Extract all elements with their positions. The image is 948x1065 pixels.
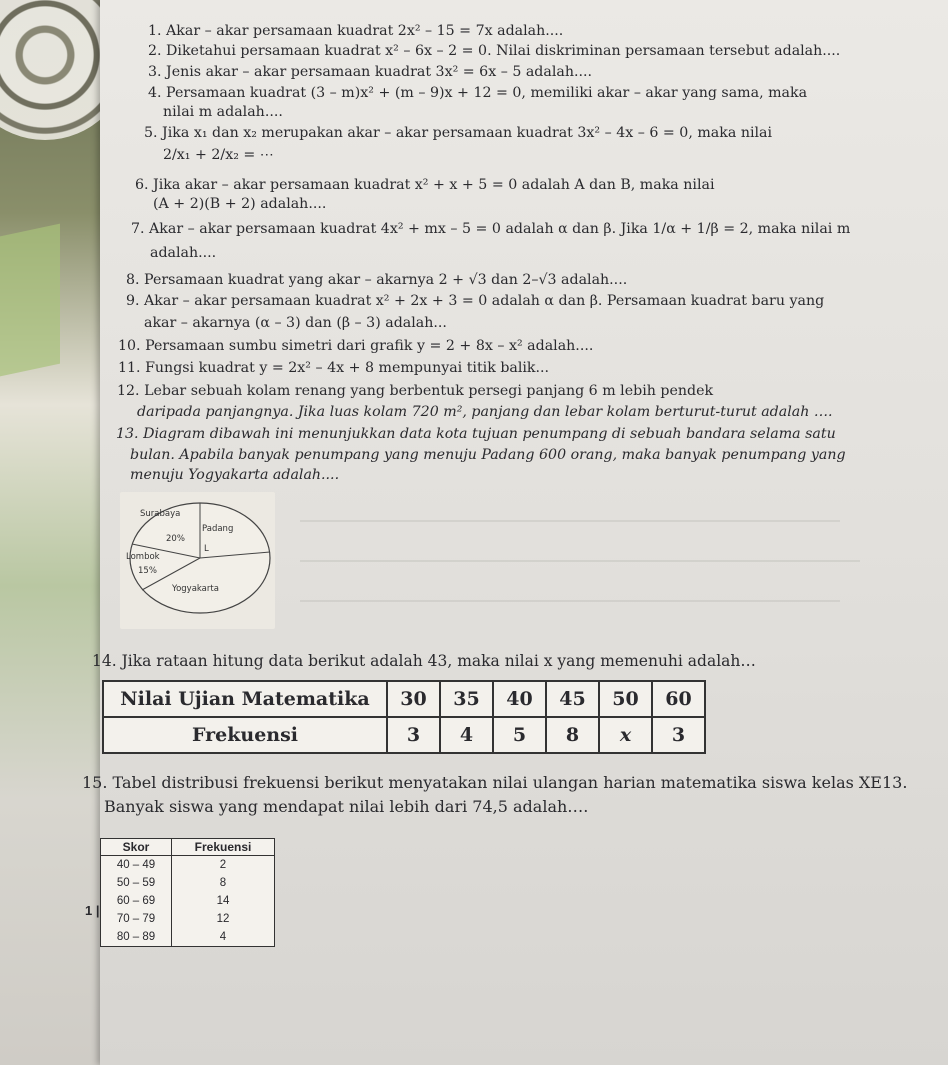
table-row xyxy=(101,839,275,856)
question-12-line-2: daripada panjangnya. Jika luas kolam 720 m², panjang dan lebar kolam berturut-turut adalah …. xyxy=(137,404,833,420)
table-15-cell: 80 – 89 xyxy=(101,928,172,947)
table-14-cell: x xyxy=(599,717,652,753)
table-15-cell: 60 – 69 xyxy=(101,892,172,910)
faint-line xyxy=(300,600,840,602)
pie-label-lombok: Lombok xyxy=(126,552,160,562)
pie-label-padang: Padang xyxy=(202,524,234,534)
question-4-line-1: 4. Persamaan kuadrat (3 – m)x² + (m – 9)x + 12 = 0, memiliki akar – akar yang sama, maka xyxy=(148,85,808,101)
margin-marker: 1 | xyxy=(85,903,100,918)
question-6-line-2: (A + 2)(B + 2) adalah.... xyxy=(153,196,327,212)
table-15-cell: 70 – 79 xyxy=(101,910,172,928)
question-8: 8. Persamaan kuadrat yang akar – akarnya 2 + √3 dan 2–√3 adalah.... xyxy=(126,272,628,288)
table-row xyxy=(103,681,705,717)
table-15-cell: 50 – 59 xyxy=(101,874,172,892)
table-15-cell: 8 xyxy=(172,874,275,892)
table-15 xyxy=(100,838,275,947)
table-14-cell: 3 xyxy=(387,717,440,753)
table-14-cell: 30 xyxy=(387,681,440,717)
question-13-line-3: menuju Yogyakarta adalah.... xyxy=(130,467,340,483)
table-row xyxy=(101,874,275,892)
question-12-line-1: 12. Lebar sebuah kolam renang yang berbentuk persegi panjang 6 m lebih pendek xyxy=(117,383,714,399)
table-14 xyxy=(102,680,706,754)
question-13-line-1: 13. Diagram dibawah ini menunjukkan data kota tujuan penumpang di sebuah bandara selama satu xyxy=(116,426,836,442)
question-9-line-1: 9. Akar – akar persamaan kuadrat x² + 2x + 3 = 0 adalah α dan β. Persamaan kuadrat baru yang xyxy=(126,293,825,309)
pie-chart-container xyxy=(120,492,275,629)
table-15-cell: 12 xyxy=(172,910,275,928)
question-1: 1. Akar – akar persamaan kuadrat 2x² – 15 = 7x adalah.... xyxy=(148,23,564,39)
table-14-header-nilai: Nilai Ujian Matematika xyxy=(103,681,387,717)
question-6-line-1: 6. Jika akar – akar persamaan kuadrat x² + x + 5 = 0 adalah A dan B, maka nilai xyxy=(135,177,715,193)
question-4-line-2: nilai m adalah.... xyxy=(163,104,283,120)
table-14-cell: 4 xyxy=(440,717,493,753)
pie-label-yogyakarta: Yogyakarta xyxy=(172,584,219,594)
question-15-line-1: 15. Tabel distribusi frekuensi berikut menyatakan nilai ulangan harian matematika siswa kelas XE13. xyxy=(82,773,908,792)
table-14-header-frekuensi: Frekuensi xyxy=(103,717,387,753)
question-7-line-1: 7. Akar – akar persamaan kuadrat 4x² + mx – 5 = 0 adalah α dan β. Jika 1/α + 1/β = 2, maka nilai m xyxy=(131,221,851,237)
faint-line xyxy=(300,520,840,522)
question-9-line-2: akar – akarnya (α – 3) dan (β – 3) adalah... xyxy=(144,315,447,331)
question-3: 3. Jenis akar – akar persamaan kuadrat 3x² = 6x – 5 adalah.... xyxy=(148,64,593,80)
table-row xyxy=(101,910,275,928)
table-15-header-skor: Skor xyxy=(101,839,172,856)
question-14: 14. Jika rataan hitung data berikut adalah 43, maka nilai x yang memenuhi adalah… xyxy=(92,652,756,670)
table-15-cell: 4 xyxy=(172,928,275,947)
table-14-cell: 35 xyxy=(440,681,493,717)
background-fabric xyxy=(0,224,60,377)
pie-right-angle-mark: L xyxy=(204,544,209,554)
question-15-line-2: Banyak siswa yang mendapat nilai lebih dari 74,5 adalah…. xyxy=(104,797,589,816)
question-5-line-2: 2/x₁ + 2/x₂ = ⋯ xyxy=(163,147,274,163)
table-14-cell: 50 xyxy=(599,681,652,717)
table-row xyxy=(103,717,705,753)
table-14-cell: 60 xyxy=(652,681,705,717)
table-row xyxy=(101,928,275,947)
question-13-line-2: bulan. Apabila banyak penumpang yang menuju Padang 600 orang, maka banyak penumpang yang xyxy=(130,447,846,463)
question-7-line-2: adalah.... xyxy=(150,245,217,261)
question-10: 10. Persamaan sumbu simetri dari grafik y = 2 + 8x – x² adalah.... xyxy=(118,338,594,354)
table-14-cell: 40 xyxy=(493,681,546,717)
table-15-cell: 40 – 49 xyxy=(101,856,172,875)
question-2: 2. Diketahui persamaan kuadrat x² – 6x – 2 = 0. Nilai diskriminan persamaan tersebut adalah.... xyxy=(148,43,841,59)
table-14-cell: 3 xyxy=(652,717,705,753)
table-row xyxy=(101,856,275,875)
table-15-header-frekuensi: Frekuensi xyxy=(172,839,275,856)
pie-label-surabaya: Surabaya xyxy=(140,509,181,519)
table-row xyxy=(101,892,275,910)
faint-line xyxy=(300,560,860,562)
pie-label-surabaya-percent: 20% xyxy=(166,534,185,544)
question-11: 11. Fungsi kuadrat y = 2x² – 4x + 8 mempunyai titik balik... xyxy=(118,360,550,376)
table-14-cell: 8 xyxy=(546,717,599,753)
table-15-cell: 2 xyxy=(172,856,275,875)
question-5-line-1: 5. Jika x₁ dan x₂ merupakan akar – akar persamaan kuadrat 3x² – 4x – 6 = 0, maka nilai xyxy=(144,125,773,141)
table-15-cell: 14 xyxy=(172,892,275,910)
pie-label-lombok-percent: 15% xyxy=(138,566,157,576)
table-14-cell: 45 xyxy=(546,681,599,717)
table-14-cell: 5 xyxy=(493,717,546,753)
